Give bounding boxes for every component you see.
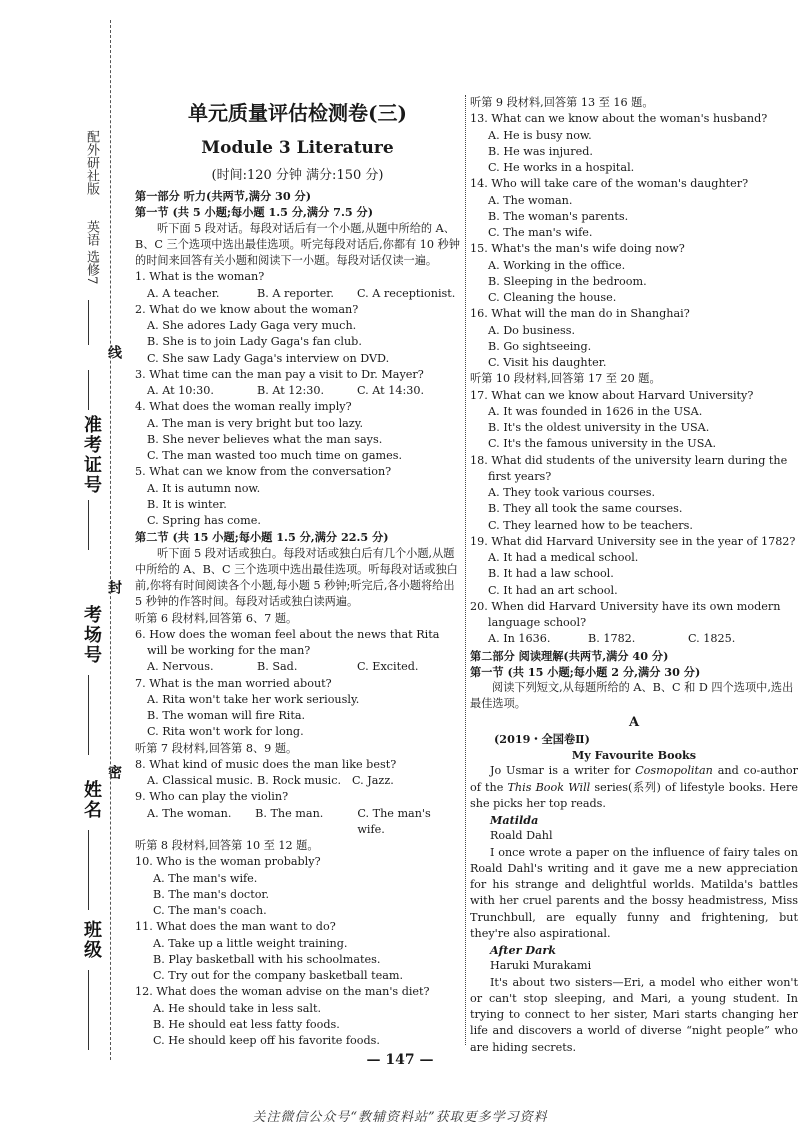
question-19: 19. What did Harvard University see in the year of 1782? bbox=[470, 534, 796, 548]
intro-text: Jo Usmar is a writer for bbox=[490, 764, 636, 778]
module-title: Module 3 Literature bbox=[201, 138, 394, 158]
option: B. Play basketball with his schoolmates. bbox=[153, 952, 381, 966]
question-15: 15. What's the man's wife doing now? bbox=[470, 242, 685, 256]
option: C. At 14:30. bbox=[357, 384, 425, 397]
page-number: — 147 — bbox=[366, 1052, 434, 1068]
option: C. He should keep off his favorite foods. bbox=[153, 1034, 380, 1047]
option: C. The man's wife. bbox=[357, 806, 431, 836]
option: C. The man's coach. bbox=[153, 904, 267, 917]
option: B. It is winter. bbox=[147, 497, 227, 511]
page-title: 单元质量评估检测卷(三) bbox=[188, 101, 407, 125]
mi-mark: 密 bbox=[106, 765, 122, 781]
question-1: 1. What is the woman? bbox=[135, 270, 265, 284]
footer-note: 关注微信公众号“教辅资料站”获取更多学习资料 bbox=[252, 1110, 548, 1125]
room-underline bbox=[88, 675, 89, 755]
option: A. A teacher. bbox=[147, 286, 220, 300]
option: A. Nervous. bbox=[147, 660, 214, 674]
name-underline bbox=[88, 830, 89, 910]
option: C. Try out for the company basketball team. bbox=[153, 969, 404, 982]
book-author: Roald Dahl bbox=[490, 829, 553, 843]
binding-margin bbox=[0, 0, 122, 1100]
section2-instructions: 听下面 5 段对话或独白。每段对话或独白后有几个小题,从题中所给的 A、B、C 三个选项中选出最佳选项。听每段对话或独白前,你将有时间阅读各个小题,每小题 5 秒钟;听完后,各小题将给出 5 秒钟的作答时间。每段对话或独白读两遍。 bbox=[135, 546, 458, 609]
option: A. The woman. bbox=[147, 806, 232, 820]
option: C. It's the famous university in the USA. bbox=[488, 437, 717, 451]
option: B. She never believes what the man says. bbox=[147, 432, 383, 446]
option: C. A receptionist. bbox=[357, 286, 456, 300]
question-20-options bbox=[470, 631, 798, 647]
subject-label: 英语 选修7 bbox=[84, 220, 99, 285]
option: A. In 1636. bbox=[488, 632, 551, 646]
option: B. Go sightseeing. bbox=[488, 339, 592, 353]
option: C. Visit his daughter. bbox=[488, 356, 607, 369]
option: B. Sleeping in the bedroom. bbox=[488, 274, 647, 288]
option: B. He should eat less fatty foods. bbox=[153, 1017, 340, 1031]
option: B. A reporter. bbox=[257, 286, 334, 300]
question-7: 7. What is the man worried about? bbox=[135, 676, 332, 690]
option: B. The man. bbox=[255, 806, 324, 820]
book-paragraph: I once wrote a paper on the influence of fairy tales on Roald Dahl's writing and it gave me a new appreciation for his strange and delightful worlds. Matilda's battles with her cruel parents and the bossy headmistress, Miss Trunchbull, are equally funny and frightening, but they're also aspirational. bbox=[470, 845, 798, 940]
question-9-options bbox=[135, 806, 460, 839]
material-9-note: 听第 9 段材料,回答第 13 至 16 题。 bbox=[470, 96, 654, 109]
option: A. She adores Lady Gaga very much. bbox=[147, 319, 357, 332]
part2-heading: 第二部分 阅读理解(共两节,满分 40 分) bbox=[470, 648, 669, 663]
option: B. It had a law school. bbox=[488, 567, 614, 581]
question-1-options bbox=[135, 286, 460, 302]
question-16: 16. What will the man do in Shanghai? bbox=[470, 307, 690, 321]
class-label: 班级 bbox=[81, 920, 102, 960]
exam-no-line bbox=[88, 370, 89, 410]
series-name: This Book Will bbox=[507, 780, 591, 794]
magazine-name: Cosmopolitan bbox=[635, 764, 713, 778]
option: A. Working in the office. bbox=[488, 258, 626, 272]
option: C. She saw Lady Gaga's interview on DVD. bbox=[147, 351, 390, 365]
passage-letter: A bbox=[628, 714, 640, 730]
section1-instructions: 听下面 5 段对话。每段对话后有一个小题,从题中所给的 A、B、C 三个选项中选出最佳选项。听完每段对话后,你都有 10 秒钟的时间来回答有关小题和阅读下一小题。每段对话仅读一遍。 bbox=[135, 221, 460, 267]
exam-time: (时间:120 分钟 满分:150 分) bbox=[211, 168, 384, 183]
option: B. It's the oldest university in the USA. bbox=[488, 421, 710, 434]
option: B. He was injured. bbox=[488, 144, 593, 158]
question-17: 17. What can we know about Harvard University? bbox=[470, 388, 754, 402]
option: B. She is to join Lady Gaga's fan club. bbox=[147, 335, 362, 349]
exam-no-label: 准考证号 bbox=[81, 415, 102, 495]
option: C. The man wasted too much time on games. bbox=[147, 449, 403, 462]
question-3: 3. What time can the man pay a visit to Dr. Mayer? bbox=[135, 367, 424, 381]
option: B. 1782. bbox=[588, 632, 636, 646]
question-14: 14. Who will take care of the woman's daughter? bbox=[470, 177, 749, 191]
option: A. He is busy now. bbox=[488, 128, 592, 142]
material-10-note: 听第 10 段材料,回答第 17 至 20 题。 bbox=[470, 372, 661, 386]
class-underline bbox=[88, 970, 89, 1050]
question-8-options bbox=[135, 773, 460, 789]
room-label: 考场号 bbox=[81, 605, 102, 665]
option: B. The woman will fire Rita. bbox=[147, 709, 306, 722]
part1-heading: 第一部分 听力(共两节,满分 30 分) bbox=[135, 189, 311, 203]
option: C. Spring has come. bbox=[147, 514, 261, 527]
question-5: 5. What can we know from the conversation? bbox=[135, 465, 392, 479]
book-paragraph: It's about two sisters—Eri, a model who either won't or can't stop sleeping, and Mari, a young student. In trying to connect to her sister, Mari starts changing her life and discovers a world of diverse “night people” who are hiding secrets. bbox=[470, 975, 798, 1054]
option: A. They took various courses. bbox=[488, 486, 656, 499]
question-3-options bbox=[135, 383, 460, 399]
section1-heading: 第一节 (共 5 小题;每小题 1.5 分,满分 7.5 分) bbox=[135, 205, 374, 220]
question-9: 9. Who can play the violin? bbox=[135, 790, 289, 804]
option: A. The woman. bbox=[488, 193, 573, 207]
question-6: 6. How does the woman feel about the news that Rita will be working for the man? bbox=[135, 627, 440, 657]
part2-section1-heading: 第一节 (共 15 小题;每小题 2 分,满分 30 分) bbox=[470, 664, 701, 679]
option: A. Do business. bbox=[488, 323, 576, 337]
option: B. Rock music. bbox=[257, 774, 342, 787]
question-18: 18. What did students of the university learn during the first years? bbox=[470, 453, 788, 483]
question-8: 8. What kind of music does the man like best? bbox=[135, 757, 397, 771]
part2-instructions: 阅读下列短文,从每题所给的 A、B、C 和 D 四个选项中,选出最佳选项。 bbox=[470, 681, 794, 711]
material-7-note: 听第 7 段材料,回答第 8、9 题。 bbox=[135, 741, 298, 755]
option: B. The woman's parents. bbox=[488, 209, 629, 223]
feng-mark: 封 bbox=[106, 580, 122, 596]
option: C. Rita won't work for long. bbox=[147, 725, 304, 739]
option: A. Take up a little weight training. bbox=[153, 936, 348, 950]
question-6-options bbox=[135, 659, 460, 675]
book-title: Matilda bbox=[490, 813, 539, 827]
option: B. The man's doctor. bbox=[153, 887, 270, 901]
passage-source: (2019・全国卷Ⅱ) bbox=[494, 731, 590, 746]
material-8-note: 听第 8 段材料,回答第 10 至 12 题。 bbox=[135, 839, 319, 852]
option: C. 1825. bbox=[688, 632, 736, 646]
intro-text: and co-author of the bbox=[470, 764, 798, 794]
intro-text: series(系列) of lifestyle books. Here she picks her top reads. bbox=[470, 780, 798, 810]
exam-no-underline bbox=[88, 500, 89, 550]
passage-intro bbox=[470, 763, 798, 812]
passage-title: My Favourite Books bbox=[571, 748, 697, 762]
option: A. At 10:30. bbox=[147, 384, 214, 397]
option: A. It was founded in 1626 in the USA. bbox=[488, 404, 703, 418]
cut-line bbox=[110, 20, 111, 1060]
subject-underline bbox=[88, 300, 89, 345]
option: A. The man's wife. bbox=[153, 871, 258, 885]
section2-heading: 第二节 (共 15 小题;每小题 1.5 分,满分 22.5 分) bbox=[135, 530, 389, 545]
option: B. They all took the same courses. bbox=[488, 502, 683, 516]
option: C. Excited. bbox=[357, 660, 419, 674]
right-column bbox=[470, 95, 798, 1056]
option: A. It is autumn now. bbox=[147, 481, 261, 495]
left-column bbox=[135, 100, 460, 1049]
question-12: 12. What does the woman advise on the man's diet? bbox=[135, 985, 430, 999]
name-label: 姓名 bbox=[81, 780, 102, 820]
book-author: Haruki Murakami bbox=[490, 959, 592, 973]
option: C. Jazz. bbox=[352, 774, 394, 787]
question-20: 20. When did Harvard University have its own modern language school? bbox=[470, 599, 781, 629]
column-divider bbox=[465, 95, 466, 1045]
option: C. They learned how to be teachers. bbox=[488, 518, 693, 532]
question-10: 10. Who is the woman probably? bbox=[135, 855, 321, 869]
option: C. It had an art school. bbox=[488, 583, 618, 597]
option: B. Sad. bbox=[257, 660, 298, 674]
option: C. Cleaning the house. bbox=[488, 291, 617, 304]
option: A. Rita won't take her work seriously. bbox=[147, 692, 360, 706]
question-13: 13. What can we know about the woman's husband? bbox=[470, 112, 768, 126]
xian-mark: 线 bbox=[106, 345, 122, 361]
option: C. He works in a hospital. bbox=[488, 161, 635, 174]
book-title: After Dark bbox=[490, 943, 556, 957]
option: B. At 12:30. bbox=[257, 384, 325, 397]
publisher-label: 配外研社版 bbox=[84, 130, 99, 195]
material-6-note: 听第 6 段材料,回答第 6、7 题。 bbox=[135, 611, 298, 625]
question-4: 4. What does the woman really imply? bbox=[135, 400, 352, 414]
question-11: 11. What does the man want to do? bbox=[135, 920, 336, 934]
option: A. It had a medical school. bbox=[488, 551, 639, 564]
option: C. The man's wife. bbox=[488, 226, 593, 239]
option: A. Classical music. bbox=[147, 774, 254, 787]
question-2: 2. What do we know about the woman? bbox=[135, 302, 359, 316]
option: A. The man is very bright but too lazy. bbox=[147, 416, 364, 430]
option: A. He should take in less salt. bbox=[153, 1001, 322, 1015]
